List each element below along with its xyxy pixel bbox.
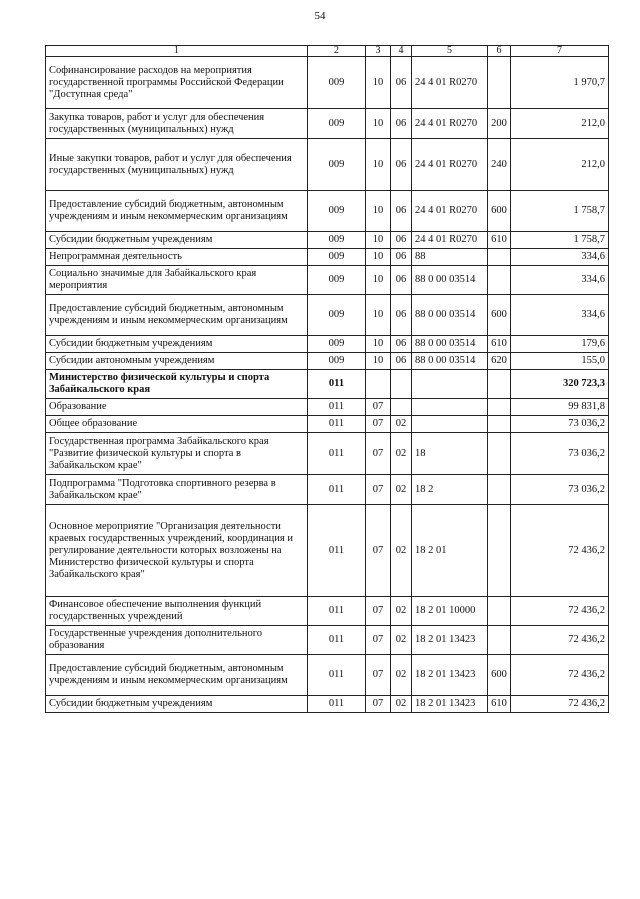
row-sum-cell: 72 436,2 (511, 696, 609, 713)
row-csr-cell: 24 4 01 R0270 (412, 191, 488, 232)
row-name-cell: Предоставление субсидий бюджетным, автономным учреждениям и иным некоммерческим организациям (46, 295, 308, 336)
row-vr-cell (488, 266, 511, 295)
row-name-cell: Социально значимые для Забайкальского края мероприятия (46, 266, 308, 295)
row-ved-cell: 011 (308, 475, 366, 505)
row-rz-cell: 10 (366, 295, 391, 336)
header-cell: 7 (511, 46, 609, 57)
row-pr-cell: 02 (391, 433, 412, 475)
row-name-cell: Субсидии бюджетным учреждениям (46, 336, 308, 353)
row-vr-cell: 610 (488, 696, 511, 713)
row-sum-cell: 72 436,2 (511, 597, 609, 626)
row-vr-cell: 200 (488, 109, 511, 139)
header-cell: 5 (412, 46, 488, 57)
row-csr-cell: 18 2 01 13423 (412, 626, 488, 655)
row-rz-cell: 10 (366, 249, 391, 266)
row-name-cell: Софинансирование расходов на мероприятия государственной программы Российской Федерации "Доступная среда" (46, 57, 308, 109)
table-row (46, 696, 609, 713)
row-pr-cell: 06 (391, 191, 412, 232)
table-row (46, 416, 609, 433)
row-csr-cell: 24 4 01 R0270 (412, 139, 488, 191)
row-name-cell: Предоставление субсидий бюджетным, автономным учреждениям и иным некоммерческим организациям (46, 191, 308, 232)
row-sum-cell: 1 758,7 (511, 191, 609, 232)
row-rz-cell: 10 (366, 109, 391, 139)
row-vr-cell (488, 433, 511, 475)
row-sum-cell: 72 436,2 (511, 655, 609, 696)
row-pr-cell (391, 370, 412, 399)
budget-table (45, 45, 609, 713)
row-ved-cell: 009 (308, 139, 366, 191)
row-pr-cell: 02 (391, 475, 412, 505)
page-number: 54 (314, 10, 326, 22)
row-vr-cell (488, 370, 511, 399)
row-ved-cell: 011 (308, 597, 366, 626)
header-cell: 1 (46, 46, 308, 57)
row-vr-cell: 620 (488, 353, 511, 370)
row-name-cell: Предоставление субсидий бюджетным, автономным учреждениям и иным некоммерческим организациям (46, 655, 308, 696)
table-row (46, 370, 609, 399)
row-sum-cell: 72 436,2 (511, 505, 609, 597)
row-vr-cell: 600 (488, 295, 511, 336)
row-vr-cell: 610 (488, 336, 511, 353)
row-csr-cell: 88 0 00 03514 (412, 295, 488, 336)
row-csr-cell: 24 4 01 R0270 (412, 232, 488, 249)
row-csr-cell: 88 0 00 03514 (412, 353, 488, 370)
row-rz-cell: 07 (366, 416, 391, 433)
row-sum-cell: 212,0 (511, 109, 609, 139)
row-pr-cell: 02 (391, 696, 412, 713)
row-ved-cell: 009 (308, 109, 366, 139)
row-csr-cell: 88 0 00 03514 (412, 336, 488, 353)
row-rz-cell: 10 (366, 336, 391, 353)
table-row (46, 353, 609, 370)
row-pr-cell: 02 (391, 626, 412, 655)
row-rz-cell: 10 (366, 191, 391, 232)
row-name-cell: Государственные учреждения дополнительного образования (46, 626, 308, 655)
table-row (46, 139, 609, 191)
row-sum-cell: 334,6 (511, 249, 609, 266)
table-row (46, 249, 609, 266)
row-rz-cell: 07 (366, 626, 391, 655)
header-cell: 3 (366, 46, 391, 57)
row-name-cell: Основное мероприятие "Организация деятельности краевых государственных учреждений, координация и регулирование деятельности которых возложены на Министерство физической культуры и спорта Забайкальского края" (46, 505, 308, 597)
table-header-row (46, 46, 609, 57)
row-ved-cell: 009 (308, 249, 366, 266)
table-row (46, 295, 609, 336)
header-cell: 4 (391, 46, 412, 57)
row-ved-cell: 011 (308, 433, 366, 475)
row-sum-cell: 320 723,3 (511, 370, 609, 399)
table-row (46, 505, 609, 597)
row-ved-cell: 009 (308, 295, 366, 336)
row-pr-cell: 06 (391, 336, 412, 353)
table-row (46, 475, 609, 505)
row-sum-cell: 1 970,7 (511, 57, 609, 109)
row-pr-cell: 02 (391, 597, 412, 626)
row-sum-cell: 155,0 (511, 353, 609, 370)
row-rz-cell: 07 (366, 433, 391, 475)
row-name-cell: Образование (46, 399, 308, 416)
row-vr-cell: 610 (488, 232, 511, 249)
row-ved-cell: 011 (308, 399, 366, 416)
table-row (46, 655, 609, 696)
row-name-cell: Министерство физической культуры и спорта Забайкальского края (46, 370, 308, 399)
row-ved-cell: 011 (308, 416, 366, 433)
row-csr-cell: 18 2 01 13423 (412, 696, 488, 713)
table-row (46, 336, 609, 353)
table-row (46, 191, 609, 232)
row-pr-cell: 06 (391, 109, 412, 139)
row-name-cell: Иные закупки товаров, работ и услуг для обеспечения государственных (муниципальных) нужд (46, 139, 308, 191)
row-ved-cell: 009 (308, 191, 366, 232)
row-pr-cell: 06 (391, 57, 412, 109)
row-rz-cell: 07 (366, 505, 391, 597)
row-ved-cell: 009 (308, 353, 366, 370)
row-pr-cell: 02 (391, 655, 412, 696)
table-body (46, 57, 609, 713)
row-csr-cell: 18 2 01 (412, 505, 488, 597)
row-rz-cell: 07 (366, 475, 391, 505)
row-ved-cell: 011 (308, 626, 366, 655)
row-ved-cell: 011 (308, 655, 366, 696)
row-sum-cell: 1 758,7 (511, 232, 609, 249)
row-csr-cell: 18 (412, 433, 488, 475)
header-cell: 2 (308, 46, 366, 57)
row-vr-cell (488, 597, 511, 626)
row-sum-cell: 212,0 (511, 139, 609, 191)
row-rz-cell: 10 (366, 139, 391, 191)
row-vr-cell: 600 (488, 191, 511, 232)
table-row (46, 399, 609, 416)
row-ved-cell: 009 (308, 232, 366, 249)
row-name-cell: Субсидии бюджетным учреждениям (46, 696, 308, 713)
row-name-cell: Закупка товаров, работ и услуг для обеспечения государственных (муниципальных) нужд (46, 109, 308, 139)
row-sum-cell: 179,6 (511, 336, 609, 353)
row-ved-cell: 011 (308, 505, 366, 597)
row-csr-cell: 88 0 00 03514 (412, 266, 488, 295)
row-vr-cell (488, 626, 511, 655)
row-csr-cell: 88 (412, 249, 488, 266)
table-row (46, 433, 609, 475)
row-vr-cell (488, 475, 511, 505)
row-vr-cell: 240 (488, 139, 511, 191)
row-vr-cell (488, 416, 511, 433)
row-pr-cell: 06 (391, 139, 412, 191)
row-csr-cell (412, 399, 488, 416)
row-rz-cell: 07 (366, 696, 391, 713)
table-row (46, 109, 609, 139)
row-sum-cell: 73 036,2 (511, 416, 609, 433)
row-rz-cell: 07 (366, 655, 391, 696)
row-name-cell: Субсидии бюджетным учреждениям (46, 232, 308, 249)
row-rz-cell: 07 (366, 597, 391, 626)
row-name-cell: Подпрограмма "Подготовка спортивного резерва в Забайкальском крае" (46, 475, 308, 505)
row-ved-cell: 011 (308, 696, 366, 713)
row-ved-cell: 009 (308, 336, 366, 353)
row-vr-cell (488, 57, 511, 109)
row-sum-cell: 334,6 (511, 295, 609, 336)
row-csr-cell: 18 2 01 13423 (412, 655, 488, 696)
row-sum-cell: 73 036,2 (511, 475, 609, 505)
row-csr-cell: 24 4 01 R0270 (412, 57, 488, 109)
row-sum-cell: 73 036,2 (511, 433, 609, 475)
row-rz-cell: 07 (366, 399, 391, 416)
row-sum-cell: 72 436,2 (511, 626, 609, 655)
header-cell: 6 (488, 46, 511, 57)
row-pr-cell: 06 (391, 295, 412, 336)
row-pr-cell: 02 (391, 505, 412, 597)
row-rz-cell: 10 (366, 57, 391, 109)
row-rz-cell: 10 (366, 232, 391, 249)
row-vr-cell (488, 505, 511, 597)
row-csr-cell (412, 416, 488, 433)
row-vr-cell (488, 399, 511, 416)
table-row (46, 266, 609, 295)
row-ved-cell: 009 (308, 57, 366, 109)
row-ved-cell: 011 (308, 370, 366, 399)
row-vr-cell: 600 (488, 655, 511, 696)
table-row (46, 597, 609, 626)
row-sum-cell: 334,6 (511, 266, 609, 295)
row-csr-cell: 18 2 01 10000 (412, 597, 488, 626)
table-row (46, 232, 609, 249)
row-name-cell: Субсидии автономным учреждениям (46, 353, 308, 370)
row-name-cell: Финансовое обеспечение выполнения функций государственных учреждений (46, 597, 308, 626)
row-pr-cell (391, 399, 412, 416)
row-vr-cell (488, 249, 511, 266)
row-sum-cell: 99 831,8 (511, 399, 609, 416)
table-row (46, 626, 609, 655)
row-ved-cell: 009 (308, 266, 366, 295)
row-rz-cell: 10 (366, 266, 391, 295)
row-rz-cell: 10 (366, 353, 391, 370)
row-pr-cell: 06 (391, 249, 412, 266)
row-csr-cell (412, 370, 488, 399)
row-pr-cell: 02 (391, 416, 412, 433)
row-name-cell: Государственная программа Забайкальского края "Развитие физической культуры и спорта в Забайкальском крае" (46, 433, 308, 475)
row-pr-cell: 06 (391, 232, 412, 249)
row-pr-cell: 06 (391, 266, 412, 295)
row-name-cell: Непрограммная деятельность (46, 249, 308, 266)
row-csr-cell: 18 2 (412, 475, 488, 505)
table-row (46, 57, 609, 109)
row-name-cell: Общее образование (46, 416, 308, 433)
row-pr-cell: 06 (391, 353, 412, 370)
row-csr-cell: 24 4 01 R0270 (412, 109, 488, 139)
row-rz-cell (366, 370, 391, 399)
